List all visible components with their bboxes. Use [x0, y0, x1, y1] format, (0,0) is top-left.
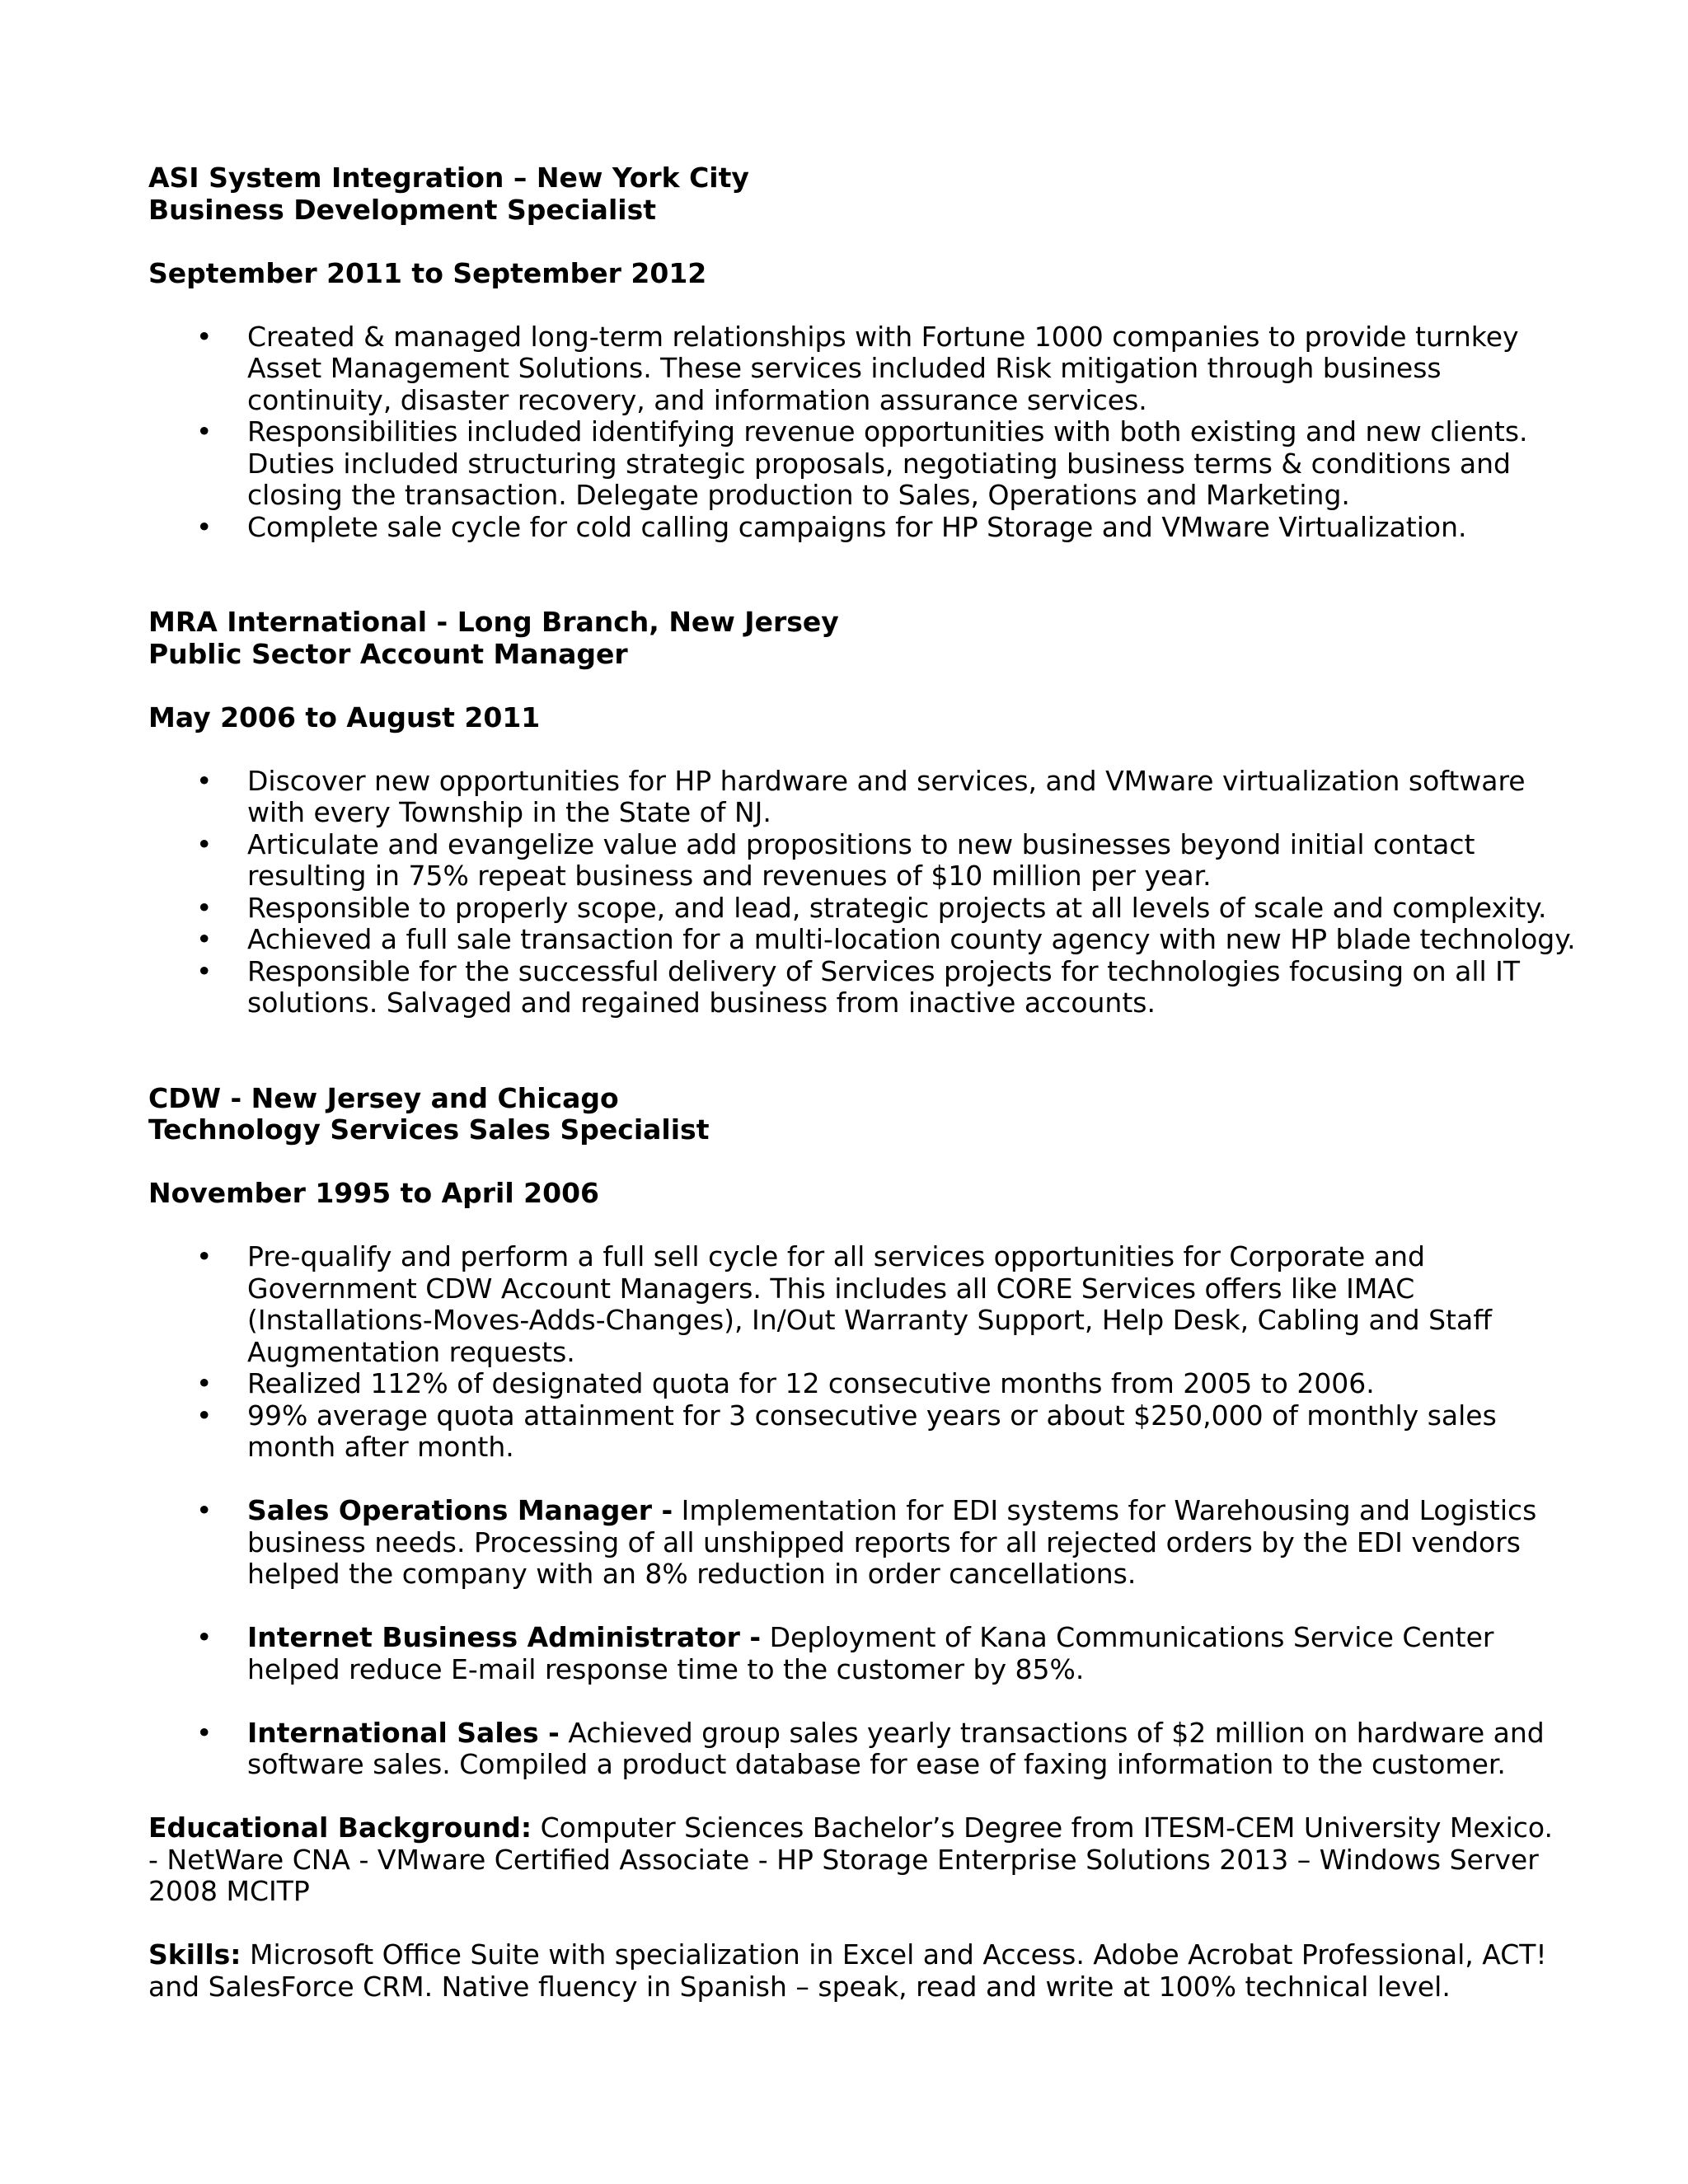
education-text-line: 2008 MCITP [148, 1875, 310, 1907]
bullet-text-line: (Installations-Moves-Adds-Changes), In/Out Warranty Support, Help Desk, Cabling and Staff [247, 1304, 1492, 1336]
bullet-text-line: continuity, disaster recovery, and information assurance services. [247, 383, 1147, 416]
job-bullet [148, 893, 1550, 925]
job-bullet [148, 1241, 1550, 1368]
job-entry-mra [148, 606, 1576, 1019]
job-bullet-list [148, 1241, 1550, 1464]
bullet-text-line: • 99% average quota attainment for 3 consecutive years or about $250,000 of monthly sales [247, 1399, 1497, 1432]
bullet-text-line: closing the transaction. Delegate production to Sales, Operations and Marketing. [247, 479, 1350, 511]
role-text: Achieved group sales yearly transactions of $2 million on hardware and [559, 1716, 1545, 1749]
role-label: Sales Operations Manager - [247, 1494, 673, 1526]
job-bullet-list [148, 764, 1576, 1019]
job-title: Public Sector Account Manager [148, 637, 628, 670]
bullet-text-line: Asset Management Solutions. These services included Risk mitigation through business [247, 352, 1442, 384]
role-text-line: helped reduce E-mail response time to the customer by 85%. [247, 1652, 1085, 1685]
job-bullet [148, 923, 1576, 956]
job-bullet [148, 766, 1550, 829]
job-dates: September 2011 to September 2012 [148, 256, 707, 289]
job-bullet [148, 416, 1550, 512]
role-bullet-list [148, 1495, 1550, 1591]
bullet-text-line: month after month. [247, 1431, 514, 1463]
job-dates: May 2006 to August 2011 [148, 701, 541, 733]
skills-text: Microsoft Office Suite with specialization in Excel and Access. Adobe Acrobat Professional, ACT! [241, 1938, 1547, 1971]
job-title: Technology Services Sales Specialist [148, 1113, 710, 1146]
bullet-text-line: • Responsible to properly scope, and lead, strategic projects at all levels of scale and complexity. [247, 891, 1547, 924]
job-entry-asi [148, 162, 1550, 543]
job-company: MRA International - Long Branch, New Jersey [148, 606, 839, 638]
bullet-text-line: • Created & managed long-term relationships with Fortune 1000 companies to provide turnkey [247, 320, 1519, 353]
bullet-text-line: • Realized 112% of designated quota for 12 consecutive months from 2005 to 2006. [247, 1367, 1375, 1399]
bullet-text-line: solutions. Salvaged and regained business from inactive accounts. [247, 987, 1156, 1019]
skills-first-line [148, 1939, 1550, 1971]
job-company: CDW - New Jersey and Chicago [148, 1081, 619, 1114]
bullet-text-line: • Pre-qualify and perform a full sell cycle for all services opportunities for Corporate and [247, 1240, 1425, 1272]
job-bullet [148, 956, 1550, 1019]
role-label: International Sales - [247, 1716, 560, 1749]
role-first-line [247, 1622, 1550, 1654]
education-label: Educational Background: [148, 1811, 532, 1844]
education-first-line [148, 1811, 1553, 1844]
job-bullet [148, 512, 1550, 544]
job-dates: November 1995 to April 2006 [148, 1177, 599, 1209]
job-company: ASI System Integration – New York City [148, 162, 749, 194]
bullet-text-line: • Achieved a full sale transaction for a multi-location county agency with new HP blade technology. [247, 923, 1576, 955]
job-bullet [148, 829, 1550, 893]
job-bullet [148, 1400, 1550, 1464]
skills-text-line: and SalesForce CRM. Native fluency in Spanish – speak, read and write at 100% technical level. [148, 1970, 1451, 2003]
bullet-text-line: • Articulate and evangelize value add propositions to new businesses beyond initial contact [247, 827, 1475, 860]
bullet-text-line: • Responsible for the successful delivery of Services projects for technologies focusing on all IT [247, 954, 1521, 987]
role-bullet-list [148, 1718, 1550, 1781]
education-text: Computer Sciences Bachelor’s Degree from ITESM-CEM University Mexico. [532, 1811, 1553, 1844]
resume-content [148, 162, 1576, 2003]
role-text-line: business needs. Processing of all unshipped reports for all rejected orders by the EDI vendors [247, 1526, 1521, 1558]
job-bullet [148, 321, 1550, 417]
role-bullet [148, 1622, 1550, 1685]
role-text-line: helped the company with an 8% reduction in order cancellations. [247, 1558, 1137, 1590]
bullet-text-line: with every Township in the State of NJ. [247, 796, 771, 828]
role-first-line [247, 1495, 1550, 1527]
role-label: Internet Business Administrator - [247, 1621, 762, 1653]
role-bullet-list [148, 1622, 1550, 1685]
bullet-text-line: • Complete sale cycle for cold calling campaigns for HP Storage and VMware Virtualization. [247, 510, 1467, 543]
bullet-text-line: Duties included structuring strategic proposals, negotiating business terms & conditions and [247, 447, 1511, 480]
bullet-text-line: • Discover new opportunities for HP hardware and services, and VMware virtualization software [247, 764, 1526, 797]
job-title: Business Development Specialist [148, 193, 656, 226]
job-bullet [148, 1368, 1550, 1400]
role-bullet [148, 1495, 1550, 1591]
education-text-line: - NetWare CNA - VMware Certified Associate - HP Storage Enterprise Solutions 2013 – Windows Server [148, 1843, 1539, 1876]
skills-label: Skills: [148, 1938, 241, 1971]
bullet-text-line: Government CDW Account Managers. This includes all CORE Services offers like IMAC [247, 1272, 1415, 1305]
role-first-line [247, 1718, 1550, 1750]
job-entry-cdw [148, 1083, 1550, 1781]
skills-section [148, 1939, 1550, 2003]
education-section [148, 1811, 1553, 1908]
bullet-text-line: • Responsibilities included identifying revenue opportunities with both existing and new clients. [247, 415, 1528, 448]
role-bullet [148, 1718, 1550, 1781]
bullet-text-line: Augmentation requests. [247, 1335, 575, 1368]
role-text: Implementation for EDI systems for Warehousing and Logistics [673, 1494, 1537, 1526]
role-text-line: software sales. Compiled a product database for ease of faxing information to the customer. [247, 1748, 1506, 1780]
bullet-text-line: resulting in 75% repeat business and revenues of $10 million per year. [247, 860, 1212, 892]
role-text: Deployment of Kana Communications Service Center [761, 1621, 1494, 1653]
job-bullet-list [148, 321, 1550, 544]
